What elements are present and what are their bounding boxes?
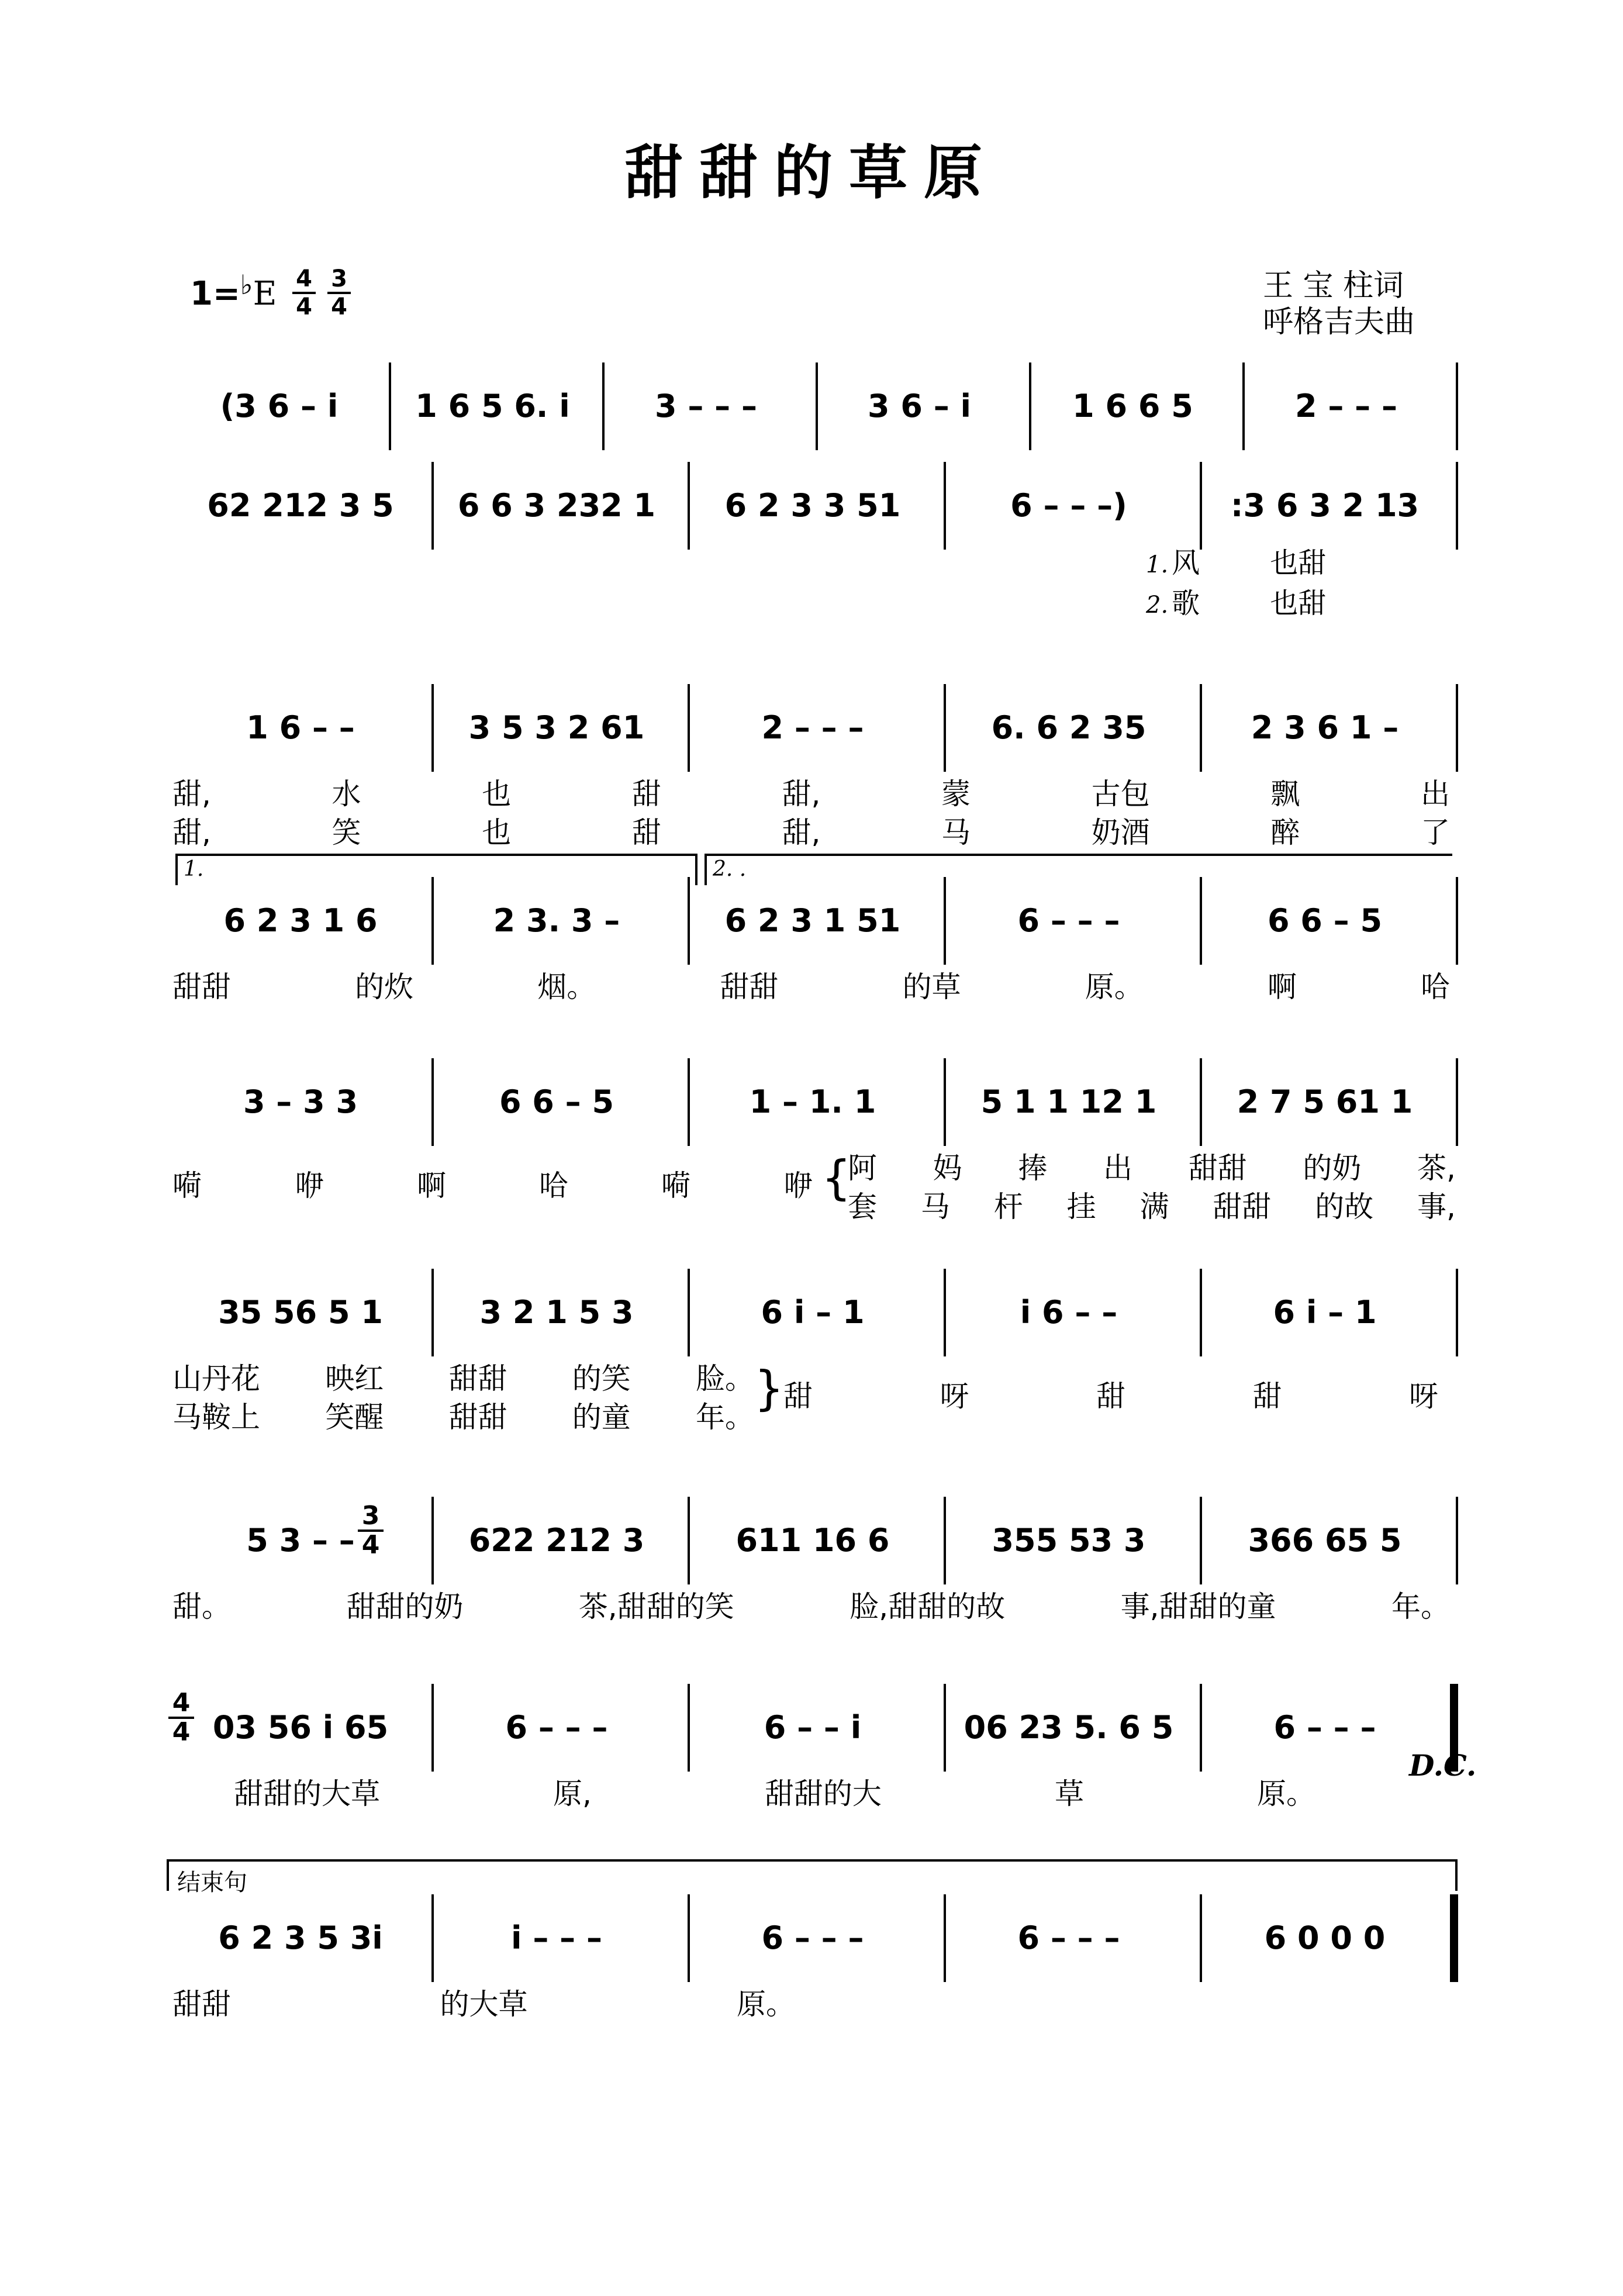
lyric-syllable: 笑 [331, 816, 361, 850]
bar-line [688, 1058, 690, 1146]
measure [693, 1701, 932, 1754]
measure-notes: 6 – – i [764, 1709, 862, 1746]
measure-notes: 6. 6 2 35 [991, 709, 1147, 746]
measure-notes: 5 1 1 12 1 [980, 1083, 1157, 1120]
bar-line [431, 1269, 434, 1356]
lyric-syllable: 也 [482, 816, 512, 850]
lyric-syllable: 飘 [1270, 777, 1300, 811]
measure [437, 702, 676, 754]
measure [693, 1912, 932, 1964]
inline-time-signature [168, 1690, 194, 1746]
bar-line [1029, 362, 1031, 450]
measure-notes: 6 2 3 3 51 [724, 487, 901, 524]
time-sig-num: 3 [327, 266, 351, 294]
bar-line [431, 684, 434, 772]
time-sig-num: 3 [358, 1503, 384, 1532]
measure-notes: 1 6 – – [246, 709, 355, 746]
bar-line [389, 362, 391, 450]
measure-notes: 2 7 5 61 1 [1237, 1083, 1413, 1120]
bar-line [688, 1894, 690, 1982]
time-sig-num: 4 [168, 1690, 194, 1719]
lyric-syllable: 事, [1417, 1190, 1456, 1224]
measure [1206, 1286, 1444, 1339]
lyric-syllable: 挂 [1066, 1190, 1096, 1224]
lyric-syllable: 年。 [696, 1400, 754, 1434]
measure [693, 702, 932, 754]
measure [437, 1514, 676, 1567]
lyric-syllable: 甜 [1096, 1379, 1125, 1413]
bar-line [1456, 877, 1458, 965]
lyrics-lyrics1 [234, 1774, 1315, 1813]
ending-bracket [167, 1859, 1458, 1896]
lyric-syllable: 的奶 [1303, 1151, 1362, 1185]
measure-notes: 6 – – – [1017, 902, 1120, 939]
key-signature [190, 269, 277, 313]
lyric-syllable: 蒙 [941, 777, 971, 811]
measure [181, 702, 420, 754]
double-bar-line [1450, 1894, 1458, 1982]
song-title: 甜甜的草原 [624, 139, 999, 207]
lyrics-lyrics1 [172, 1587, 1450, 1626]
lyrics-lyrics-post [783, 1377, 1438, 1415]
lyric-syllable: 呀 [1409, 1379, 1438, 1413]
measure-notes: 6 6 – 5 [499, 1083, 614, 1120]
lyrics-lyrics1 [172, 968, 1450, 1006]
measure [181, 1076, 420, 1128]
time-sig-den: 4 [296, 294, 312, 320]
measure [181, 895, 420, 947]
bar-line [688, 1684, 690, 1772]
bar-line [1200, 877, 1202, 965]
measure-notes: 2 – – – [761, 709, 864, 746]
verse-number: 1. [1146, 551, 1169, 578]
measure [437, 1076, 676, 1128]
volta-bracket [175, 854, 697, 885]
measure-notes: 355 53 3 [992, 1522, 1146, 1559]
lyric-syllable: 套 [848, 1190, 877, 1224]
da-capo-marking: D.C. [1409, 1748, 1477, 1783]
verse-lyric: 歌 [1172, 587, 1200, 620]
lyric-syllable: 甜甜 [720, 970, 779, 1004]
credits [1263, 268, 1415, 340]
verse-label-line [1146, 544, 1330, 584]
lyric-syllable: 甜甜 [1213, 1190, 1272, 1224]
lyric-syllable: 妈 [933, 1151, 962, 1185]
bar-line [1456, 1497, 1458, 1584]
measure-notes: 6 6 – 5 [1267, 902, 1383, 939]
measure-notes: 6 – – –) [1010, 487, 1127, 524]
bar-line [1200, 1058, 1202, 1146]
lyric-syllable: 马鞍上 [172, 1400, 260, 1434]
volta-number: 2. . [713, 857, 747, 881]
lyric-syllable: 的童 [572, 1400, 631, 1434]
lyric-syllable: 甜 [631, 816, 661, 850]
time-sig-den: 4 [361, 1530, 380, 1560]
lyric-syllable: 甜 [783, 1379, 813, 1413]
lyric-syllable: 的草 [902, 970, 961, 1004]
measure-notes: 2 3 6 1 – [1251, 709, 1399, 746]
lyrics-lyrics1 [172, 1359, 754, 1398]
measure [437, 1912, 676, 1964]
lyric-syllable: 甜甜 [172, 1987, 231, 2021]
volta-number: 1. [184, 857, 204, 881]
key-prefix: 1= [190, 275, 240, 313]
measure-notes: 6 2 3 1 51 [724, 902, 901, 939]
measure-notes: 6 – – – [1017, 1919, 1120, 1956]
lyric-syllable: 甜甜的奶 [346, 1590, 464, 1624]
bar-line [688, 877, 690, 965]
lyrics-lyrics2 [172, 1398, 754, 1437]
measure [693, 1514, 932, 1567]
key-flat: ♭ [240, 269, 253, 301]
lyric-syllable: 了 [1420, 816, 1450, 850]
measure [1206, 1701, 1444, 1754]
measure [949, 1701, 1188, 1754]
measure [1206, 1076, 1444, 1128]
measure [949, 1286, 1188, 1339]
lyric-syllable: 草 [1054, 1777, 1084, 1811]
measure-notes: 06 23 5. 6 5 [964, 1709, 1174, 1746]
lyric-syllable: 原。 [737, 1987, 795, 2021]
lyric-syllable: 事,甜甜的童 [1120, 1590, 1276, 1624]
measure [1206, 702, 1444, 754]
measure [181, 479, 420, 532]
lyric-syllable: 水 [331, 777, 361, 811]
measure [693, 1076, 932, 1128]
measure [949, 1076, 1188, 1128]
bar-line [602, 362, 605, 450]
bar-line [1456, 462, 1458, 550]
verse-lyric: 风 [1172, 547, 1200, 579]
lyric-syllable: 甜甜 [448, 1362, 507, 1396]
lyrics-lyrics1 [172, 1985, 795, 2024]
lyric-syllable: 马 [920, 1190, 950, 1224]
measure-notes: 6 6 3 232 1 [457, 487, 656, 524]
measure-notes: 03 56 i 65 [212, 1709, 389, 1746]
bar-line [944, 1497, 946, 1584]
measure-notes: i – – – [511, 1919, 602, 1956]
bar-line [1200, 684, 1202, 772]
lyrics-brace: } [754, 1361, 784, 1415]
measure-notes: 3 2 1 5 3 [479, 1294, 634, 1331]
lyric-syllable: 笑醒 [325, 1400, 384, 1434]
lyric-syllable: 哈 [539, 1169, 568, 1203]
time-sig-num: 4 [292, 266, 316, 294]
lyricist-credit: 王 宝 柱词 [1263, 268, 1404, 303]
measure-notes: 62 212 3 5 [207, 487, 394, 524]
measure [693, 1286, 932, 1339]
measure-notes: 6 – – – [761, 1919, 864, 1956]
lyrics-lyrics-pre [172, 1166, 813, 1205]
lyric-syllable: 古包 [1091, 777, 1150, 811]
lyrics-brace: { [821, 1151, 851, 1205]
measure-notes: 2 – – – [1295, 388, 1397, 424]
lyric-syllable: 甜甜的大 [764, 1777, 882, 1811]
lyric-syllable: 甜甜的大草 [234, 1777, 380, 1811]
bar-line [816, 362, 818, 450]
measure [1206, 895, 1444, 947]
bar-line [944, 684, 946, 772]
measure-notes: 3 5 3 2 61 [468, 709, 645, 746]
bar-line [1200, 1497, 1202, 1584]
lyrics-lyrics2 [172, 813, 1450, 852]
lyric-syllable: 茶, [1417, 1151, 1456, 1185]
lyric-syllable: 甜甜 [448, 1400, 507, 1434]
lyric-syllable: 马 [941, 816, 971, 850]
bar-line [1456, 1058, 1458, 1146]
key-tonic: E [253, 275, 277, 313]
measure [949, 1912, 1188, 1964]
measure [437, 479, 676, 532]
measure [437, 1701, 676, 1754]
lyric-syllable: 甜 [1252, 1379, 1282, 1413]
lyric-syllable: 奶酒 [1091, 816, 1150, 850]
lyric-syllable: 原, [553, 1777, 592, 1811]
bar-line [688, 684, 690, 772]
measure-notes: 6 0 0 0 [1264, 1919, 1386, 1956]
lyric-syllable: 原。 [1256, 1777, 1315, 1811]
bar-line [431, 1894, 434, 1982]
lyric-syllable: 的故 [1315, 1190, 1374, 1224]
volta-bracket [705, 854, 1452, 885]
measure [1206, 479, 1444, 532]
lyric-syllable: 甜甜 [1188, 1151, 1247, 1185]
bar-line [944, 877, 946, 965]
lyric-syllable: 醉 [1270, 816, 1300, 850]
lyric-syllable: 满 [1139, 1190, 1169, 1224]
lyric-syllable: 山丹花 [172, 1362, 260, 1396]
bar-line [1200, 1684, 1202, 1772]
lyric-syllable: 咿 [783, 1169, 813, 1203]
measure [949, 895, 1188, 947]
lyric-syllable: 甜, [782, 777, 821, 811]
bar-line [431, 1497, 434, 1584]
measure-notes: 6 i – 1 [761, 1294, 865, 1331]
measure-notes: 1 – 1. 1 [749, 1083, 876, 1120]
measure [181, 1514, 420, 1567]
lyric-syllable: 嗬 [661, 1169, 690, 1203]
lyric-syllable: 脸,甜甜的故 [850, 1590, 1006, 1624]
measure [821, 380, 1017, 433]
measure-notes: 3 – 3 3 [243, 1083, 358, 1120]
lyrics-lyrics2 [848, 1187, 1456, 1226]
measure-notes: (3 6 – i [220, 388, 339, 424]
lyric-syllable: 原。 [1085, 970, 1144, 1004]
measure-notes: 5 3 – – [246, 1522, 355, 1559]
lyric-syllable: 甜甜 [172, 970, 231, 1004]
measure [437, 895, 676, 947]
ending-label: 结束句 [177, 1869, 247, 1896]
measure [949, 479, 1188, 532]
measure-notes: 1 6 5 6. i [415, 388, 570, 424]
measure-notes: 6 2 3 5 3i [218, 1919, 383, 1956]
lyric-syllable: 甜。 [172, 1590, 231, 1624]
measure [1206, 1912, 1444, 1964]
verse-lyric: 也甜 [1270, 547, 1327, 579]
lyric-syllable: 烟。 [537, 970, 596, 1004]
measure [181, 380, 377, 433]
lyric-syllable: 的炊 [355, 970, 414, 1004]
lyric-syllable: 也 [482, 777, 512, 811]
bar-line [1242, 362, 1245, 450]
measure-notes: 3 6 – i [867, 388, 972, 424]
lyric-syllable: 甜 [631, 777, 661, 811]
verse-labels [1146, 544, 1330, 624]
measure-notes: 622 212 3 [468, 1522, 645, 1559]
lyric-syllable: 茶,甜甜的笑 [578, 1590, 734, 1624]
bar-line [1200, 462, 1202, 550]
bar-line [1456, 362, 1458, 450]
lyric-syllable: 哈 [1420, 970, 1450, 1004]
measure [608, 380, 804, 433]
lyric-syllable: 咿 [295, 1169, 324, 1203]
measure [1248, 380, 1444, 433]
lyric-syllable: 的大草 [440, 1987, 528, 2021]
lyric-syllable: 甜, [172, 777, 211, 811]
bar-line [944, 1684, 946, 1772]
measure-notes: 35 56 5 1 [218, 1294, 383, 1331]
measure [693, 895, 932, 947]
measure [181, 1912, 420, 1964]
bar-line [944, 1894, 946, 1982]
lyric-syllable: 阿 [848, 1151, 877, 1185]
measure-notes: 1 6 6 5 [1072, 388, 1193, 424]
lyric-syllable: 甜, [782, 816, 821, 850]
lyric-syllable: 捧 [1018, 1151, 1048, 1185]
bar-line [944, 1058, 946, 1146]
verse-label-line [1146, 584, 1330, 624]
measure [437, 1286, 676, 1339]
lyric-syllable: 杆 [993, 1190, 1023, 1224]
measure [693, 479, 932, 532]
inline-time-signature [358, 1503, 384, 1559]
measure [949, 1514, 1188, 1567]
bar-line [944, 462, 946, 550]
bar-line [1456, 684, 1458, 772]
measure [1206, 1514, 1444, 1567]
lyric-syllable: 啊 [417, 1169, 446, 1203]
bar-line [431, 877, 434, 965]
bar-line [1456, 1269, 1458, 1356]
bar-line [431, 462, 434, 550]
lyrics-lyrics1 [172, 775, 1450, 813]
measure-notes: 611 16 6 [735, 1522, 890, 1559]
lyric-syllable: 出 [1103, 1151, 1133, 1185]
measure-notes: 366 65 5 [1248, 1522, 1402, 1559]
time-signature-34 [327, 266, 351, 320]
measure [949, 702, 1188, 754]
measure-notes: 6 – – – [505, 1709, 608, 1746]
lyric-syllable: 甜, [172, 816, 211, 850]
measure-notes: 6 2 3 1 6 [223, 902, 378, 939]
measure-notes: 2 3. 3 – [493, 902, 620, 939]
lyric-syllable: 脸。 [696, 1362, 754, 1396]
lyric-syllable: 的笑 [572, 1362, 631, 1396]
time-signature-44 [292, 266, 316, 320]
measure [1035, 380, 1231, 433]
lyric-syllable: 年。 [1391, 1590, 1450, 1624]
lyric-syllable: 呀 [940, 1379, 969, 1413]
measure [395, 380, 591, 433]
measure [181, 1286, 420, 1339]
measure-notes: :3 6 3 2 13 [1230, 487, 1420, 524]
lyric-syllable: 啊 [1267, 970, 1297, 1004]
verse-lyric: 也甜 [1270, 587, 1327, 620]
bar-line [944, 1269, 946, 1356]
measure-notes: i 6 – – [1020, 1294, 1118, 1331]
bar-line [688, 462, 690, 550]
measure-notes: 6 – – – [1273, 1709, 1376, 1746]
lyric-syllable: 映红 [325, 1362, 384, 1396]
measure-notes: 6 i – 1 [1273, 1294, 1377, 1331]
bar-line [431, 1058, 434, 1146]
lyric-syllable: 出 [1420, 777, 1450, 811]
measure-notes: 3 – – – [655, 388, 757, 424]
time-sig-den: 4 [331, 294, 347, 320]
composer-credit: 呼格吉夫曲 [1263, 305, 1415, 340]
bar-line [431, 1684, 434, 1772]
time-sig-den: 4 [172, 1717, 191, 1747]
bar-line [1200, 1894, 1202, 1982]
lyrics-lyrics1 [848, 1149, 1456, 1187]
bar-line [688, 1497, 690, 1584]
verse-number: 2. [1146, 592, 1169, 619]
lyric-syllable: 嗬 [172, 1169, 202, 1203]
bar-line [688, 1269, 690, 1356]
measure [181, 1701, 420, 1754]
bar-line [1200, 1269, 1202, 1356]
